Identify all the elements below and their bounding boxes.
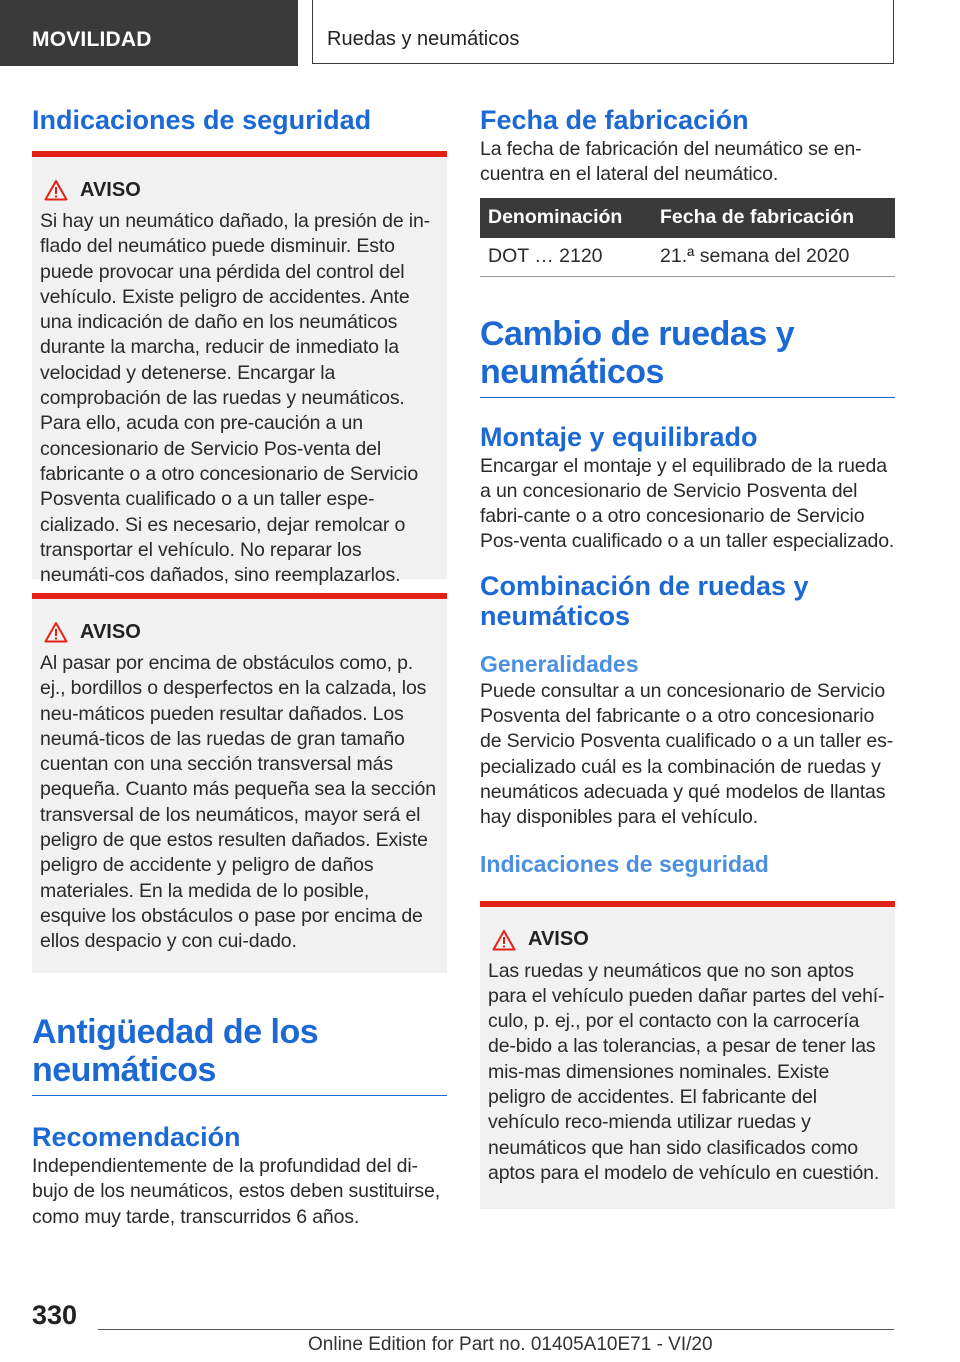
warning-label: AVISO bbox=[80, 620, 141, 643]
table-header-row bbox=[480, 198, 895, 238]
edition-text: Online Edition for Part no. 01405A10E71 - VI/20 bbox=[308, 1334, 713, 1355]
table-header-cell: Denominación bbox=[480, 198, 652, 238]
mount-heading: Montaje y equilibrado bbox=[480, 421, 758, 452]
warning-box bbox=[32, 151, 447, 587]
date-heading: Fecha de fabricación bbox=[480, 105, 749, 135]
page-header bbox=[0, 0, 960, 66]
safety-heading: Indicaciones de seguridad bbox=[32, 105, 372, 135]
chapter-label: Ruedas y neumáticos bbox=[327, 28, 520, 50]
right-column bbox=[480, 100, 895, 1209]
table-header-cell: Fecha de fabricación bbox=[652, 198, 895, 238]
warning-box bbox=[32, 593, 447, 973]
chapter-tab bbox=[312, 0, 894, 64]
warning-text: Las ruedas y neumáticos que no son aptos para el vehículo pueden dañar partes del vehí-culo, p. ej., por el contacto con la carrocería de-bido a las tolerancias, a pesar de tener las mis-mas dimensiones nominales. Existe peligro de accidentes. El fabricante del vehículo reco-mienda utilizar ruedas y neumáticos que han sido clasificados como aptos para el modelo de vehículo en cuestión. bbox=[488, 959, 885, 1184]
warning-label: AVISO bbox=[80, 178, 141, 201]
mount-text: Encargar el montaje y el equilibrado de la rueda a un concesionario de Servicio Posventa del fabri-cante o a otro concesionario de Servicio Pos-venta cualificado o a un taller especializado. bbox=[480, 454, 895, 553]
warning-title bbox=[40, 175, 439, 205]
section-label: MOVILIDAD bbox=[32, 28, 152, 51]
warning-text: Si hay un neumático dañado, la presión de in-flado del neumático puede disminuir. Esto puede provocar una pérdida del control del vehículo. Existe peligro de accidentes. Ante una indicación de daño en los neumáticos durante la marcha, reducir de inmediato la velocidad y detenerse. Encargar la comprobación de las ruedas y neumáticos. Para ello, acuda con pre-caución a un concesionario de Servicio Pos-venta del fabricante o a otro concesionario de Servicio Posventa cualificado o a un taller espe-cializado. Si es necesario, dejar remolcar o transportar el vehículo. No reparar los neumáti-cos dañados, sino reemplazarlos. bbox=[40, 210, 431, 587]
combination-heading: Combinación de ruedas y neumáticos bbox=[480, 570, 809, 631]
general-heading: Generalidades bbox=[480, 650, 639, 677]
date-table bbox=[480, 198, 895, 277]
safety-heading-2: Indicaciones de seguridad bbox=[480, 850, 769, 877]
general-text: Puede consultar a un concesionario de Servicio Posventa del fabricante o a otro concesionario de Servicio Posventa cualificado o a un taller es-pecializado cuál es la combinación de ruedas y neumáticos adecuada y qué modelos de llantas hay disponibles para el vehículo. bbox=[480, 679, 894, 829]
date-text: La fecha de fabricación del neumático se en-cuentra en el lateral del neumático. bbox=[480, 138, 862, 186]
heading-rule bbox=[480, 397, 895, 398]
warning-triangle-icon bbox=[44, 621, 68, 643]
warning-triangle-icon bbox=[492, 929, 516, 951]
warning-label: AVISO bbox=[528, 928, 589, 951]
warning-title bbox=[488, 925, 887, 955]
warning-box bbox=[480, 901, 895, 1209]
table-row bbox=[480, 238, 895, 277]
heading-rule bbox=[32, 1095, 447, 1096]
change-heading: Cambio de ruedas y neumáticos bbox=[480, 314, 795, 391]
page-number: 330 bbox=[32, 1300, 78, 1330]
section-tab bbox=[0, 0, 298, 66]
table-cell: 21.ª semana del 2020 bbox=[652, 238, 895, 277]
recommendation-text: Independientemente de la profundidad del di-bujo de los neumáticos, estos deben sustituirse, como muy tarde, transcurridos 6 años. bbox=[32, 1155, 440, 1228]
footer-rule bbox=[98, 1329, 894, 1330]
recommendation-heading: Recomendación bbox=[32, 1122, 241, 1152]
warning-triangle-icon bbox=[44, 179, 68, 201]
table-cell: DOT … 2120 bbox=[480, 238, 652, 277]
age-heading: Antigüedad de los neumáticos bbox=[32, 1013, 319, 1089]
warning-title bbox=[40, 617, 439, 647]
left-column bbox=[32, 100, 447, 1230]
warning-text: Al pasar por encima de obstáculos como, p. ej., bordillos o desperfectos en la calzada, los neu-máticos pueden resultar dañados. Los neumá-ticos de las ruedas de gran tamaño cuentan con una sección transversal más pequeña. Cuanto más pequeña sea la sección transversal de los neumáticos, mayor será el peligro de que estos resulten dañados. Existe peligro de accidente y peligro de daños materiales. En la medida de lo posible, esquive los obstáculos o pase por encima de ellos despacio y con cui-dado. bbox=[40, 652, 436, 953]
